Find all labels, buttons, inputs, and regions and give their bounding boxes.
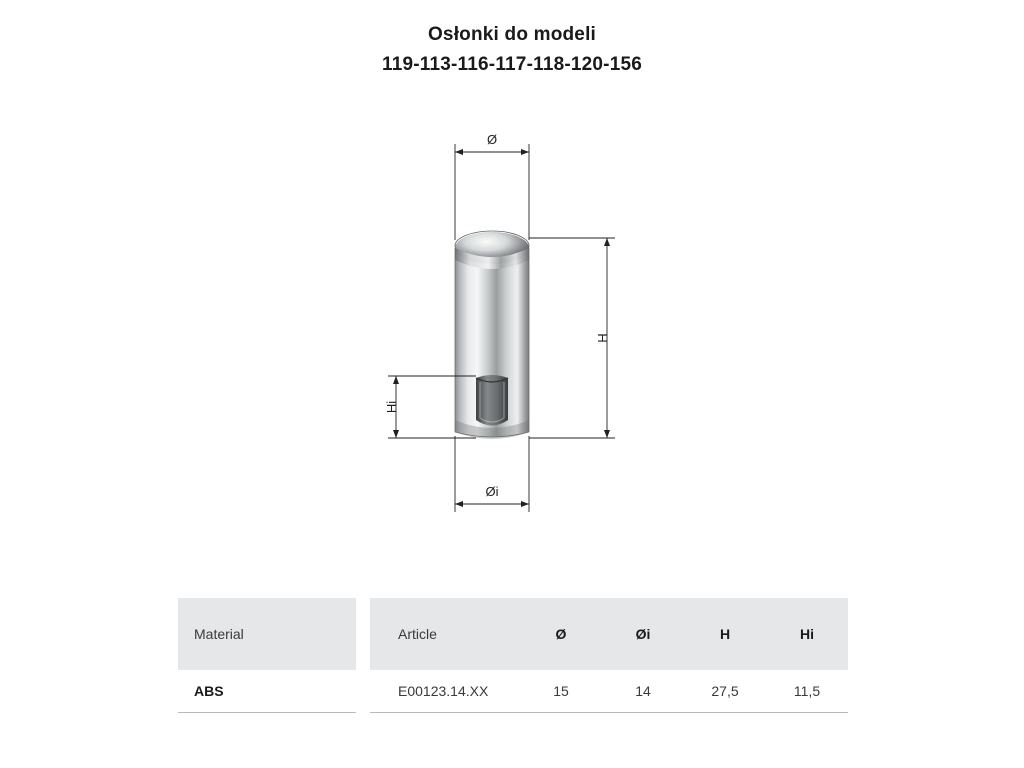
dim-label-inner-diameter: Øi — [485, 484, 499, 499]
cell-inner-height: 11,5 — [766, 670, 848, 713]
title-line-2: 119-113-116-117-118-120-156 — [381, 54, 643, 75]
part-illustration — [455, 231, 529, 439]
header-outer-diameter: Ø — [520, 598, 602, 670]
header-height: H — [684, 598, 766, 670]
header-gap — [356, 598, 370, 670]
header-inner-diameter: Øi — [602, 598, 684, 670]
dim-label-height: H — [595, 333, 610, 343]
cell-gap — [356, 670, 370, 713]
header-inner-height: Hi — [766, 598, 848, 670]
header-article: Article — [370, 598, 520, 670]
dim-label-outer-diameter: Ø — [486, 132, 498, 147]
header-material: Material — [178, 598, 356, 670]
cell-inner-diameter: 14 — [602, 670, 684, 713]
specification-table — [178, 598, 848, 713]
page-title — [0, 20, 1024, 80]
technical-drawing — [330, 120, 730, 540]
title-line-1: Osłonki do modeli — [427, 24, 597, 45]
cell-outer-diameter: 15 — [520, 670, 602, 713]
table-row — [178, 670, 848, 713]
table-header-row — [178, 598, 848, 670]
cell-material: ABS — [178, 670, 356, 713]
cell-height: 27,5 — [684, 670, 766, 713]
dim-label-inner-height: Hi — [384, 400, 399, 414]
cell-article: E00123.14.XX — [370, 670, 520, 713]
